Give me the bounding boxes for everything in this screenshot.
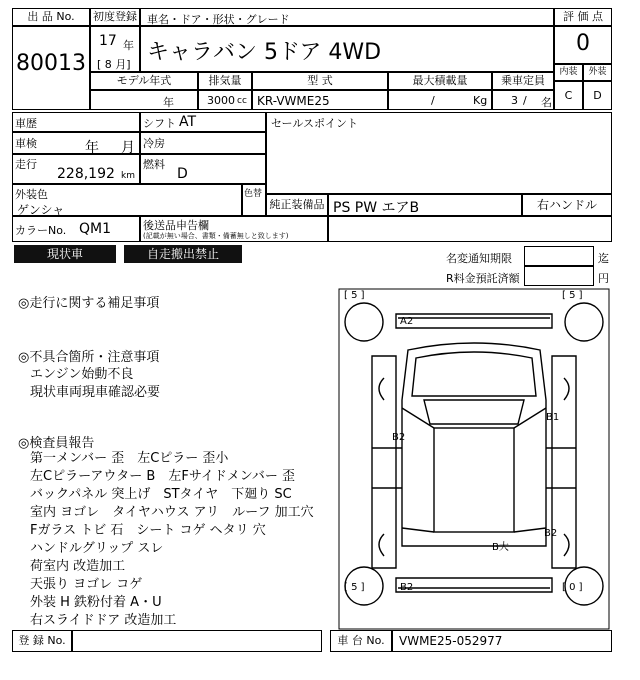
model-label: 車名・ドア・形状・グレード [147, 13, 290, 26]
mileage-label: 走行 [15, 158, 37, 171]
recycle-unit: 円 [598, 272, 609, 285]
aftermarket-blank-cell [328, 216, 612, 242]
mark-b2-right: B2 [544, 528, 558, 539]
color-no-cell [12, 216, 140, 242]
model-year-label-cell [90, 72, 198, 90]
max-load-sep: / [431, 94, 435, 107]
exterior-label-cell [583, 64, 612, 81]
defect-line: 現状車両現車確認必要 [30, 385, 161, 400]
defect-line: エンジン始動不良 [30, 367, 134, 382]
reg-label-cell [12, 630, 72, 652]
mark-a2: A2 [400, 316, 414, 327]
shift-cell [140, 112, 266, 132]
equipment-label-cell [266, 194, 328, 216]
windshield [424, 400, 524, 424]
roof [434, 428, 514, 532]
interior-grade: C [564, 89, 573, 102]
inspector-line: 左Cピラーアウター B 左Fサイドメンバー 歪 [30, 469, 296, 484]
fuel-cell [140, 154, 266, 184]
mileage-unit: km [121, 171, 135, 181]
score-cell [554, 26, 612, 64]
tire-label-front-right: [ 5 ] [562, 290, 583, 301]
displacement-cell [198, 90, 252, 110]
inspector-line: 外装 H 鉄粉付着 A・U [30, 595, 162, 610]
score-value: 0 [576, 31, 590, 56]
model-year-unit: 年 [163, 96, 174, 109]
type-cell [252, 90, 388, 110]
chassis-value-cell [392, 630, 612, 652]
capacity-unit: 名 [541, 96, 552, 109]
model-name: キャラバン 5ドア 4WD [147, 40, 382, 65]
first-reg-cell [90, 26, 140, 72]
inspector-line: 荷室内 改造加工 [30, 559, 126, 574]
steering-cell [522, 194, 612, 216]
tire-front-right [565, 303, 603, 341]
reg-label: 登 録 No. [18, 634, 66, 647]
lot-number-cell [12, 26, 90, 110]
chassis-label-cell [330, 630, 392, 652]
aftermarket-note: (記載が無い場合、書類・備蓄無しと致します) [143, 232, 289, 240]
equipment-cell [328, 194, 522, 216]
displacement-value: 3000 [207, 94, 235, 107]
exterior-grade: D [593, 89, 602, 102]
color-no-value: QM1 [79, 221, 112, 237]
aftermarket-label: 後送品申告欄 [143, 219, 209, 232]
tire-front-left [345, 303, 383, 341]
model-label-cell [140, 8, 554, 26]
exterior-grade-cell [583, 81, 612, 110]
steering-value: 右ハンドル [536, 198, 597, 212]
self-drive-badge: 自走搬出禁止 [124, 245, 242, 263]
name-change-unit: 迄 [598, 252, 609, 265]
inspector-line: ハンドルグリップ スレ [30, 541, 164, 556]
lot-number: 80013 [16, 51, 86, 76]
score-label: 評 価 点 [563, 10, 603, 23]
a-pillar-lines [402, 408, 546, 428]
chassis-label: 車 台 No. [337, 634, 385, 647]
ac-cell [140, 132, 266, 154]
history-label: 車歴 [15, 117, 37, 130]
tire-label-rear-left: [ 5 ] [344, 582, 365, 593]
recycle-box [524, 266, 594, 286]
score-label-cell [554, 8, 612, 26]
max-load-unit: Kg [473, 94, 488, 107]
color-no-label: カラーNo. [15, 224, 67, 237]
ext-color-label: 外装色 [15, 188, 48, 201]
max-load-label: 最大積載量 [412, 74, 468, 87]
inspection-cell [12, 132, 140, 154]
model-name-cell [140, 26, 554, 72]
lot-label: 出 品 No. [27, 10, 75, 23]
sales-point-label: セールスポイント [271, 117, 359, 130]
reg-value-cell [72, 630, 322, 652]
equipment-value: PS PW エアB [333, 200, 420, 216]
inspector-line: 右スライドドア 改造加工 [30, 613, 177, 628]
equipment-label: 純正装備品 [269, 198, 325, 211]
mark-b-large: B大 [492, 542, 509, 553]
displacement-label: 排気量 [208, 74, 242, 87]
ext-color-cell [12, 184, 242, 216]
name-change-box [524, 246, 594, 266]
first-reg-label-cell [90, 8, 140, 26]
interior-label-cell [554, 64, 583, 81]
fuel-label: 燃料 [143, 158, 165, 171]
body-outline [402, 343, 546, 546]
hood [412, 352, 536, 396]
ac-label: 冷房 [143, 137, 165, 150]
chassis-value: VWME25-052977 [399, 634, 503, 648]
model-year-cell [90, 90, 198, 110]
capacity-label-cell [492, 72, 554, 90]
exterior-label: 外装 [588, 67, 607, 77]
lot-label-cell [12, 8, 90, 26]
inspector-line: 第一メンバー 歪 左Cピラー 歪小 [30, 451, 229, 466]
color-change-cell [242, 184, 266, 216]
inspector-title: ◎検査員報告 [18, 436, 95, 451]
inspection-year: 年 [85, 140, 99, 156]
shift-value: AT [179, 114, 197, 130]
interior-label: 内装 [559, 67, 578, 77]
mark-b2-bottom: B2 [400, 582, 414, 593]
first-reg-year-unit: 年 [123, 39, 134, 52]
first-reg-year: 17 [99, 33, 117, 49]
inspector-line: Fガラス トビ 石 シート コゲ ヘタリ 穴 [30, 523, 266, 538]
capacity-value: 3 [511, 94, 518, 107]
model-year-label: モデル年式 [116, 74, 172, 87]
capacity-sep: / [523, 94, 527, 107]
capacity-cell [492, 90, 554, 110]
rear-bumper [396, 578, 552, 592]
name-change-label: 名変通知期限 [446, 252, 512, 265]
first-reg-label: 初度登録 [93, 10, 137, 23]
rear-wheel-arches [379, 534, 569, 556]
mark-b1: B1 [546, 412, 560, 423]
history-cell [12, 112, 140, 132]
type-label: 型 式 [307, 74, 333, 87]
recycle-label: R料金預託済額 [446, 272, 520, 285]
max-load-label-cell [388, 72, 492, 90]
shift-label: シフト [143, 117, 176, 130]
inspector-line: 室内 ヨゴレ タイヤハウス アリ ルーフ 加工穴 [30, 505, 314, 520]
first-reg-month: [ 8 月] [97, 58, 131, 71]
current-status-badge: 現状車 [14, 245, 116, 263]
displacement-label-cell [198, 72, 252, 90]
tire-label-front-left: [ 5 ] [344, 290, 365, 301]
vehicle-damage-diagram [338, 288, 610, 630]
ext-color-value: ゲンシャ [17, 203, 65, 217]
fuel-value: D [177, 166, 188, 182]
front-bumper [396, 314, 552, 328]
left-side-panel [372, 356, 396, 568]
inspector-line: 天張り ヨゴレ コゲ [30, 577, 143, 592]
mileage-value: 228,192 [57, 166, 115, 182]
defects-title: ◎不具合箇所・注意事項 [18, 350, 160, 365]
aftermarket-cell [140, 216, 328, 242]
interior-grade-cell [554, 81, 583, 110]
type-label-cell [252, 72, 388, 90]
displacement-unit: cc [237, 96, 247, 106]
inspector-line: バックパネル 突上げ STタイヤ 下廻り SC [30, 487, 292, 502]
type-value: KR-VWME25 [257, 94, 330, 108]
color-change-label: 色替 [244, 189, 263, 199]
front-wheel-arches [379, 378, 569, 400]
inspection-label: 車検 [15, 137, 37, 150]
sales-point-cell [266, 112, 612, 194]
mark-b2-left: B2 [392, 432, 406, 443]
tire-label-rear-right: [ 0 ] [562, 582, 583, 593]
driving-title: ◎走行に関する補足事項 [18, 296, 160, 311]
capacity-label: 乗車定員 [501, 74, 545, 87]
max-load-cell [388, 90, 492, 110]
inspection-month: 月 [121, 140, 135, 156]
mileage-cell [12, 154, 140, 184]
